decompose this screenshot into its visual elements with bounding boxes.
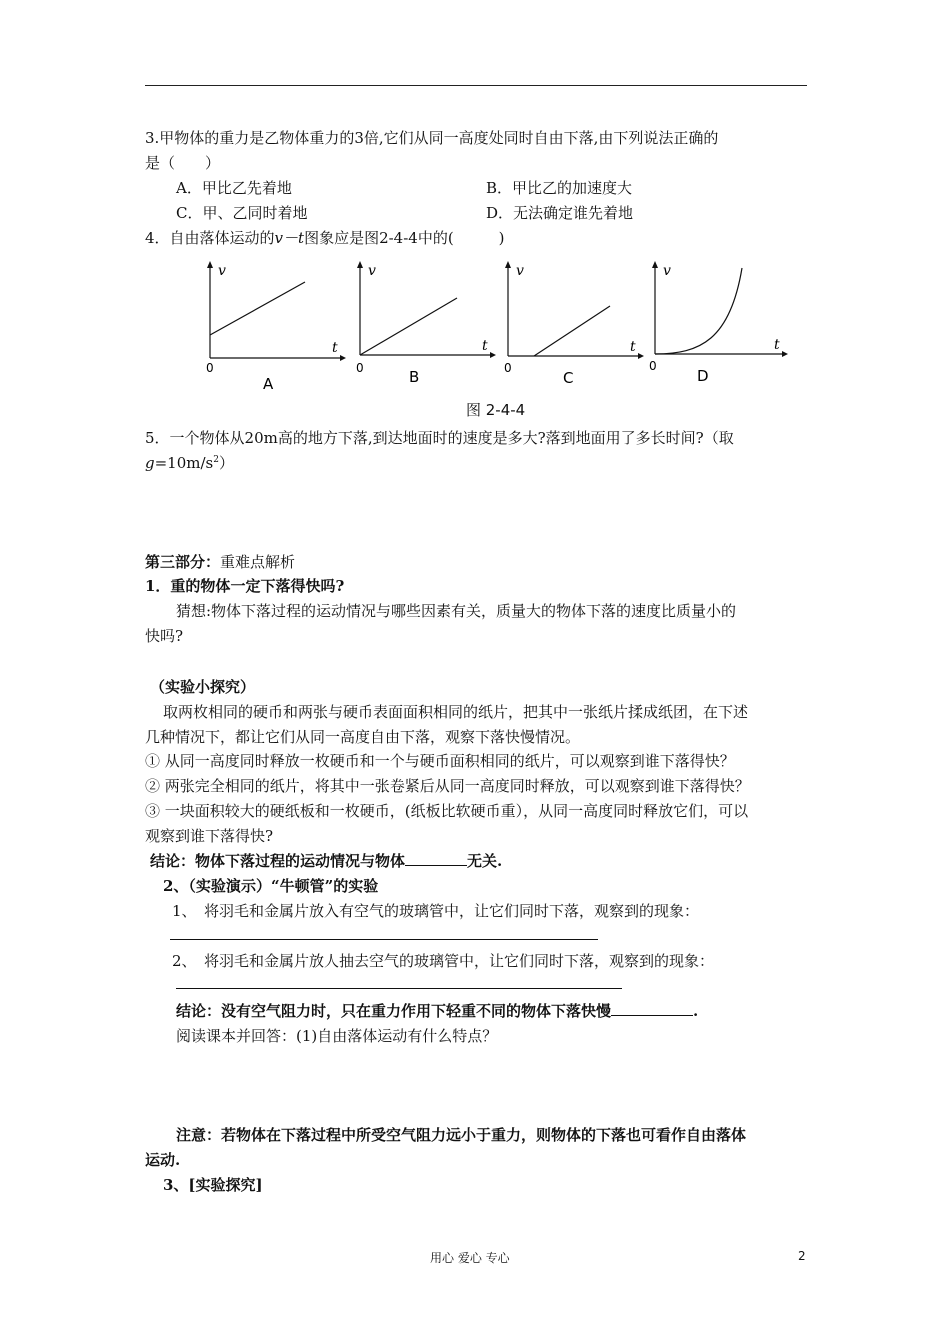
conclusion-1-blank[interactable] (405, 851, 467, 866)
experiment-line2: 几种情况下，都让它们从同一高度自由下落，观察下落快慢情况。 (145, 728, 581, 746)
graph-a (200, 258, 350, 393)
step-2-answer-line[interactable] (176, 988, 622, 989)
graph-b-v-label: v (368, 263, 376, 279)
experiment-title: （实验小探究） (150, 678, 256, 696)
q3-option-c: C．甲、乙同时着地 (176, 204, 308, 222)
graph-a-label: A (263, 375, 274, 393)
q5-g: g (145, 454, 155, 472)
conclusion-1-post: 无关. (467, 852, 503, 870)
graph-d-origin: 0 (649, 359, 657, 373)
graph-c (498, 258, 648, 393)
graph-b-t-arrow (490, 352, 496, 358)
conclusion-2-pre: 结论：没有空气阻力时，只在重力作用下轻重不同的物体下落快慢 (176, 1002, 612, 1020)
q5-eq: =10m/s (154, 454, 214, 472)
experiment-line1: 取两枚相同的硬币和两张与硬币表面面积相同的纸片，把其中一张纸片揉成纸团，在下述 (163, 703, 749, 721)
experiment-item-3b: 观察到谁下落得快? (145, 827, 274, 845)
conclusion-2-blank[interactable] (611, 1001, 693, 1016)
conclusion-2 (176, 1000, 698, 1021)
graph-b-curve (360, 298, 457, 355)
q3-option-d: D．无法确定谁先着地 (486, 204, 634, 222)
reading-question: 阅读课本并回答：(1)自由落体运动有什么特点？ (176, 1027, 498, 1045)
note-line2: 运动. (145, 1151, 181, 1169)
q3-line2: 是（ ） (145, 154, 221, 172)
q3-option-a: A．甲比乙先着地 (176, 179, 292, 197)
graph-a-curve (210, 282, 305, 335)
graph-d-curve (655, 268, 742, 354)
part3-heading-2: 2、（实验演示）“牛顿管”的实验 (163, 877, 379, 895)
guess-line2: 快吗? (145, 627, 184, 645)
graph-c-curve (534, 306, 610, 356)
footer-slogan: 用心 爱心 专心 (430, 1251, 510, 1265)
graph-a-v-label: v (218, 263, 226, 279)
graph-c-t-arrow (638, 353, 644, 359)
graph-d-t-arrow (782, 351, 788, 357)
q5-line2 (145, 452, 234, 473)
note-line1: 注意：若物体在下落过程中所受空气阻力远小于重力，则物体的下落也可看作自由落体 (176, 1126, 747, 1144)
part3-heading-3: 3、[实验探究] (163, 1176, 263, 1194)
graph-b-t-label: t (482, 338, 488, 354)
q5-line1: 5．一个物体从20m高的地方下落,到达地面时的速度是多大?落到地面用了多长时间?（取 (145, 429, 734, 447)
part3-heading-1: 1．重的物体一定下落得快吗? (145, 577, 345, 595)
header-rule (145, 85, 807, 86)
graph-c-v-label: v (516, 263, 524, 279)
experiment-item-2: ② 两张完全相同的纸片，将其中一张卷紧后从同一高度同时释放，可以观察到谁下落得快？ (145, 777, 750, 795)
graph-d-v-label: v (663, 263, 671, 279)
graph-b-label: B (409, 368, 420, 386)
step-1: 1、 将羽毛和金属片放入有空气的玻璃管中，让它们同时下落，观察到的现象： (172, 902, 700, 920)
graph-a-origin: 0 (206, 361, 214, 375)
experiment-item-1: ① 从同一高度同时释放一枚硬币和一个与硬币面积相同的纸片，可以观察到谁下落得快？ (145, 752, 735, 770)
graph-a-v-arrow (207, 261, 213, 268)
graph-d (645, 258, 795, 393)
guess-line1: 猜想:物体下落过程的运动情况与哪些因素有关，质量大的物体下落的速度比质量小的 (176, 602, 737, 620)
page-number: 2 (798, 1249, 806, 1263)
part3-title-rest: 重难点解析 (220, 553, 296, 571)
graph-b-v-arrow (357, 261, 363, 268)
conclusion-2-post: . (693, 1002, 699, 1020)
graph-c-label: C (563, 369, 574, 387)
part3-title-bold: 第三部分： (145, 553, 221, 571)
graph-d-t-label: t (774, 337, 780, 353)
q4-vt: v－t (274, 229, 305, 247)
q4-text-post: 图象应是图2-4-4中的( ) (304, 229, 505, 247)
conclusion-1 (150, 850, 502, 871)
graph-c-v-arrow (505, 261, 511, 268)
step-1-answer-line[interactable] (170, 939, 598, 940)
conclusion-1-pre: 结论：物体下落过程的运动情况与物体 (150, 852, 406, 870)
graph-b (350, 258, 500, 393)
figure-caption: 图 2-4-4 (466, 401, 526, 419)
q3-line1: 3.甲物体的重力是乙物体重力的3倍,它们从同一高度处同时自由下落,由下列说法正确的 (145, 129, 719, 147)
q4-text-pre: 4．自由落体运动的 (145, 229, 275, 247)
q4-text (145, 227, 505, 248)
graph-d-label: D (697, 367, 709, 385)
graph-a-t-arrow (340, 355, 346, 361)
graph-a-t-label: t (332, 340, 338, 356)
part3-title (145, 551, 295, 572)
step-2: 2、 将羽毛和金属片放人抽去空气的玻璃管中，让它们同时下落，观察到的现象： (172, 952, 715, 970)
graph-c-origin: 0 (504, 361, 512, 375)
experiment-item-3a: ③ 一块面积较大的硬纸板和一枚硬币，(纸板比软硬币重），从同一高度同时释放它们，可以 (145, 802, 749, 820)
q3-option-b: B．甲比乙的加速度大 (486, 179, 633, 197)
graph-b-origin: 0 (356, 361, 364, 375)
q5-close: ） (218, 454, 234, 472)
graph-d-v-arrow (652, 261, 658, 268)
graph-c-t-label: t (630, 339, 636, 355)
q5-sup: 2 (213, 455, 219, 465)
